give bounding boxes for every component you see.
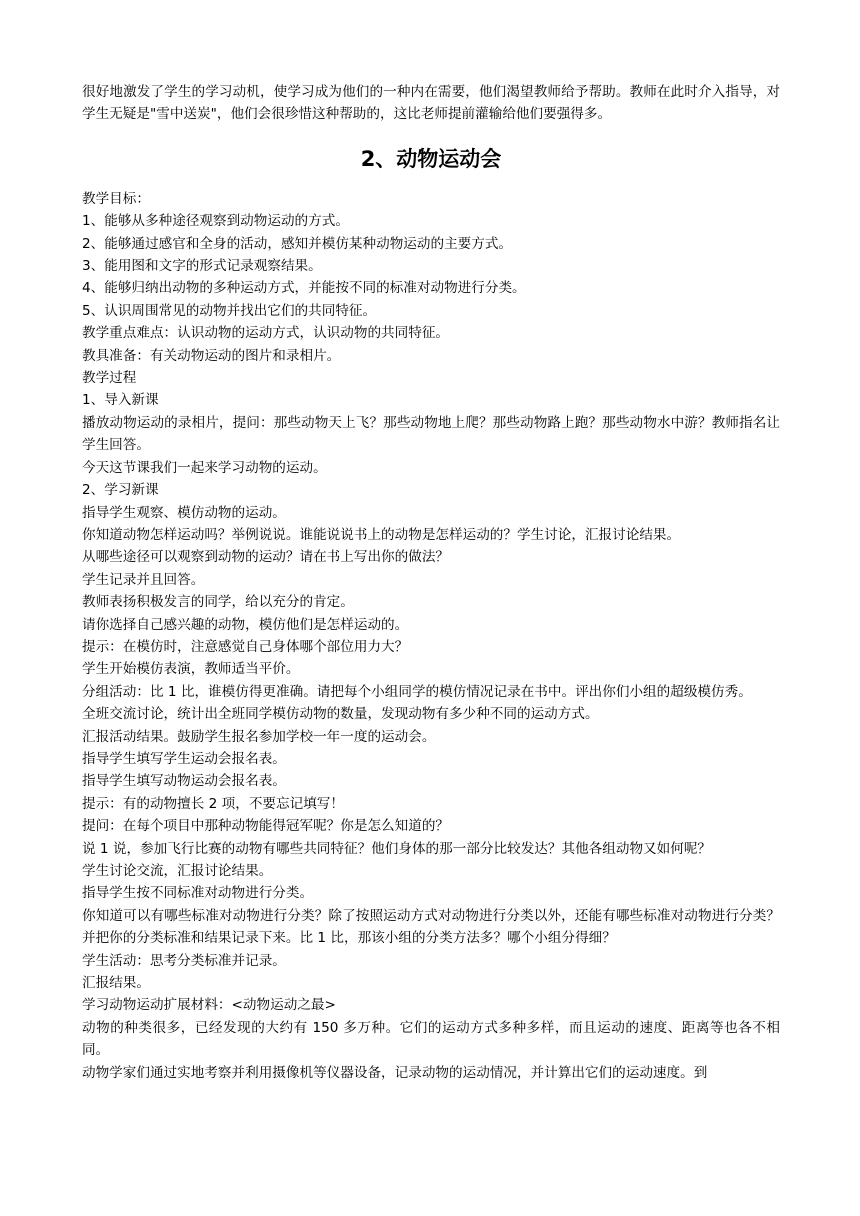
- paragraph: 从哪些途径可以观察到动物的运动？请在书上写出你的做法？: [82, 549, 450, 566]
- intro-paragraph: 很好地激发了学生的学习动机，使学习成为他们的一种内在需要，他们渴望教师给予帮助。教师在此时介入指导，对学生无疑是"雪中送炭"，他们会很珍惜这种帮助的，这比老师提前灌输给他们要强得多。: [82, 84, 780, 123]
- paragraph: 汇报活动结果。鼓励学生报名参加学校一年一度的运动会。: [82, 728, 436, 745]
- paragraph: 提问：在每个项目中那种动物能得冠军呢？你是怎么知道的？: [82, 818, 450, 835]
- paragraph: 你知道可以有哪些标准对动物进行分类？除了按照运动方式对动物进行分类以外，还能有哪些标准对动物进行分类？并把你的分类标准和结果记录下来。比 1 比，那该小组的分类方法多？哪个小组分得细？: [82, 907, 780, 947]
- paragraph-objectives-heading: 教学目标：: [82, 190, 150, 207]
- paragraph: 动物学家们通过实地考察并利用摄像机等仪器设备，记录动物的运动情况，并计算出它们的运动速度。到: [82, 1064, 708, 1081]
- paragraph: 指导学生填写动物运动会报名表。: [82, 773, 286, 790]
- document-body: [82, 81, 780, 1084]
- paragraph-objective-2: 2、能够通过感官和全身的活动，感知并模仿某种动物运动的主要方式。: [82, 235, 513, 252]
- paragraph: 学习动物运动扩展材料：<动物运动之最>: [82, 997, 336, 1014]
- paragraph: 全班交流讨论，统计出全班同学模仿动物的数量，发现动物有多少种不同的运动方式。: [82, 706, 599, 723]
- paragraph: 今天这节课我们一起来学习动物的运动。: [82, 459, 327, 476]
- paragraph: 提示：在模仿时，注意感觉自己身体哪个部位用力大？: [82, 638, 409, 655]
- section-title: 2、动物运动会: [360, 146, 502, 171]
- paragraph: 指导学生填写学生运动会报名表。: [82, 750, 286, 767]
- paragraph: 学生活动：思考分类标准并记录。: [82, 952, 286, 969]
- paragraph: 你知道动物怎样运动吗？举例说说。谁能说说书上的动物是怎样运动的？学生讨论，汇报讨论结果。: [82, 526, 681, 543]
- paragraph: 教师表扬积极发言的同学，给以充分的肯定。: [82, 594, 354, 611]
- paragraph-step-1-heading: 1、导入新课: [82, 392, 159, 409]
- paragraph: 指导学生按不同标准对动物进行分类。: [82, 885, 314, 902]
- paragraph: 播放动物运动的录相片，提问：那些动物天上飞？那些动物地上爬？那些动物路上跑？那些动物水中游？教师指名让学生回答。: [82, 414, 780, 454]
- paragraph: 学生记录并且回答。: [82, 571, 205, 588]
- paragraph: 学生开始模仿表演，教师适当平价。: [82, 661, 300, 678]
- paragraph: 说 1 说，参加飞行比赛的动物有哪些共同特征？他们身体的那一部分比较发达？其他各组动物又如何呢？: [82, 840, 712, 857]
- paragraph-process-heading: 教学过程: [82, 370, 137, 387]
- paragraph: 汇报结果。: [82, 975, 150, 992]
- paragraph-key-points: 教学重点难点：认识动物的运动方式，认识动物的共同特征。: [82, 325, 450, 342]
- paragraph: 动物的种类很多，已经发现的大约有 150 多万种。它们的运动方式多种多样，而且运动的速度、距离等也各不相同。: [82, 1019, 780, 1059]
- paragraph-materials: 教具准备：有关动物运动的图片和录相片。: [82, 347, 341, 364]
- paragraph: 提示：有的动物擅长 2 项，不要忘记填写！: [82, 795, 344, 812]
- paragraph: 学生讨论交流，汇报讨论结果。: [82, 863, 273, 879]
- paragraph-objective-1: 1、能够从多种途径观察到动物运动的方式。: [82, 213, 349, 230]
- paragraph: 分组活动：比 1 比，谁模仿得更准确。请把每个小组同学的模仿情况记录在书中。评出你们小组的超级模仿秀。: [82, 683, 752, 700]
- paragraph: 指导学生观察、模仿动物的运动。: [82, 504, 286, 521]
- paragraph-step-2-heading: 2、学习新课: [82, 482, 159, 499]
- paragraph-objective-5: 5、认识周围常见的动物并找出它们的共同特征。: [82, 302, 377, 319]
- paragraph: 请你选择自己感兴趣的动物，模仿他们是怎样运动的。: [82, 616, 409, 633]
- paragraph-objective-4: 4、能够归纳出动物的多种运动方式，并能按不同的标准对动物进行分类。: [82, 280, 526, 297]
- paragraph-objective-3: 3、能用图和文字的形式记录观察结果。: [82, 258, 322, 275]
